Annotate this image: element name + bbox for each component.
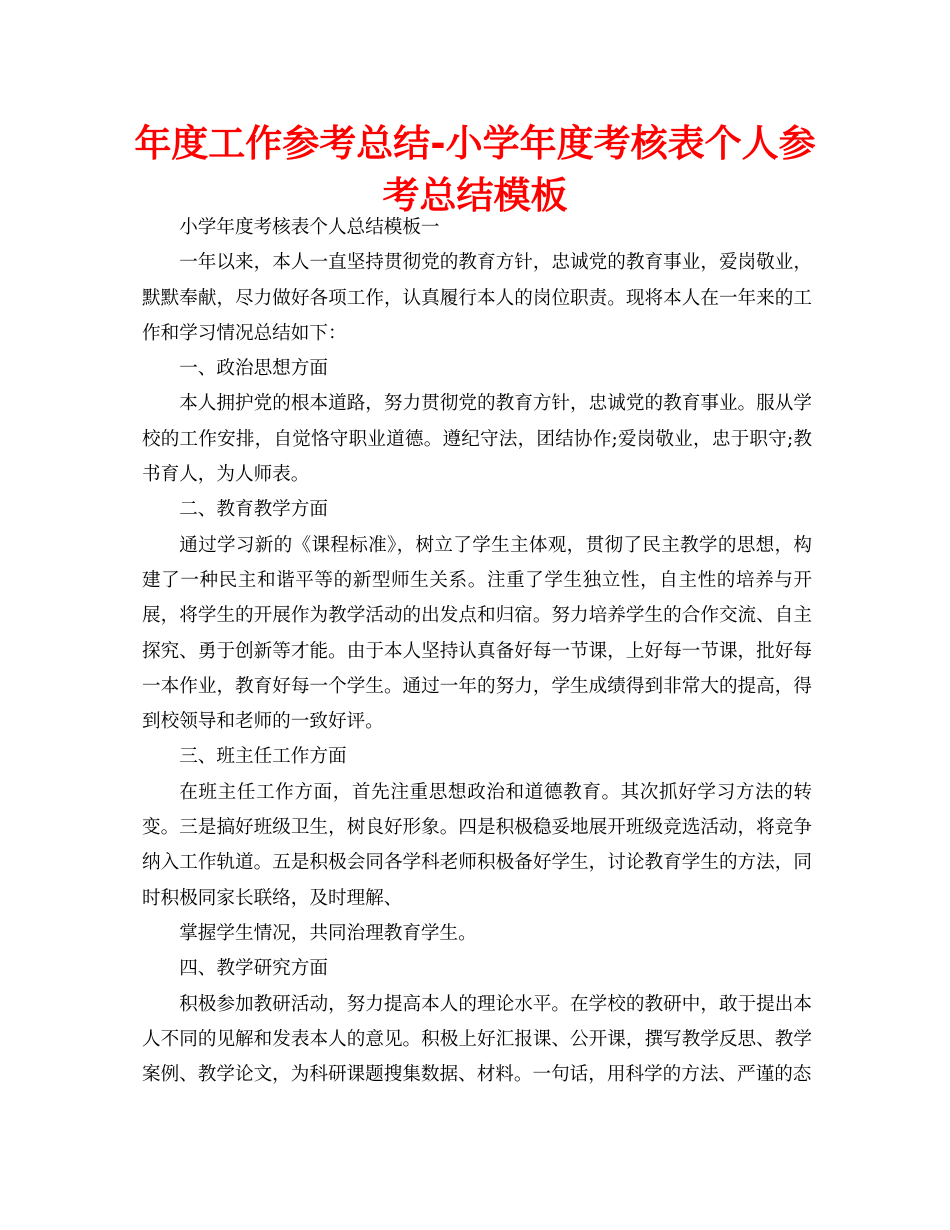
- section-heading-class-teacher: 三、班主任工作方面: [179, 746, 347, 768]
- paragraph-class-teacher: 在班主任工作方面，首先注重思想政治和道德教育。其次抓好学习方法的转变。三是搞好班级卫生，树良好形象。四是积极稳妥地展开班级竞选活动，将竞争纳入工作轨道。五是积极会同各学科老师积极备好学生，讨论教育学生的方法，同时积极同家长联络，及时理解、: [142, 781, 812, 909]
- paragraph-class-teacher-cont: 掌握学生情况，共同治理教育学生。: [179, 922, 477, 944]
- section-heading-politics: 一、政治思想方面: [179, 358, 328, 380]
- paragraph-teaching: 通过学习新的《课程标准》，树立了学生主体观，贯彻了民主教学的思想，构建了一种民主和谐平等的新型师生关系。注重了学生独立性，自主性的培养与开展，将学生的开展作为教学活动的出发点和归宿。努力培养学生的合作交流、自主探究、勇于创新等才能。由于本人坚持认真备好每一节课，上好每一节课，批好每一本作业，教育好每一个学生。通过一年的努力，学生成绩得到非常大的提高，得到校领导和老师的一致好评。: [142, 534, 812, 733]
- paragraph-politics: 本人拥护党的根本道路，努力贯彻党的教育方针，忠诚党的教育事业。服从学校的工作安排，自觉恪守职业道德。遵纪守法，团结协作;爱岗敬业，忠于职守;教书育人，为人师表。: [142, 393, 812, 486]
- paragraph-research: 积极参加教研活动，努力提高本人的理论水平。在学校的教研中，敢于提出本人不同的见解和发表本人的意见。积极上好汇报课、公开课，撰写教学反思、教学案例、教学论文，为科研课题搜集数据、材料。一句话，用科学的方法、严谨的态: [142, 993, 812, 1086]
- document-body: [142, 210, 812, 1092]
- paragraph-intro: 一年以来，本人一直坚持贯彻党的教育方针，忠诚党的教育事业，爱岗敬业，默默奉献，尽力做好各项工作，认真履行本人的岗位职责。现将本人在一年来的工作和学习情况总结如下：: [142, 252, 812, 344]
- paragraph-subtitle: 小学年度考核表个人总结模板一: [179, 217, 440, 238]
- document-title: 年度工作参考总结-小学年度考核表个人参考总结模板: [134, 122, 816, 217]
- section-heading-teaching: 二、教育教学方面: [179, 499, 328, 521]
- section-heading-research: 四、教学研究方面: [179, 958, 328, 980]
